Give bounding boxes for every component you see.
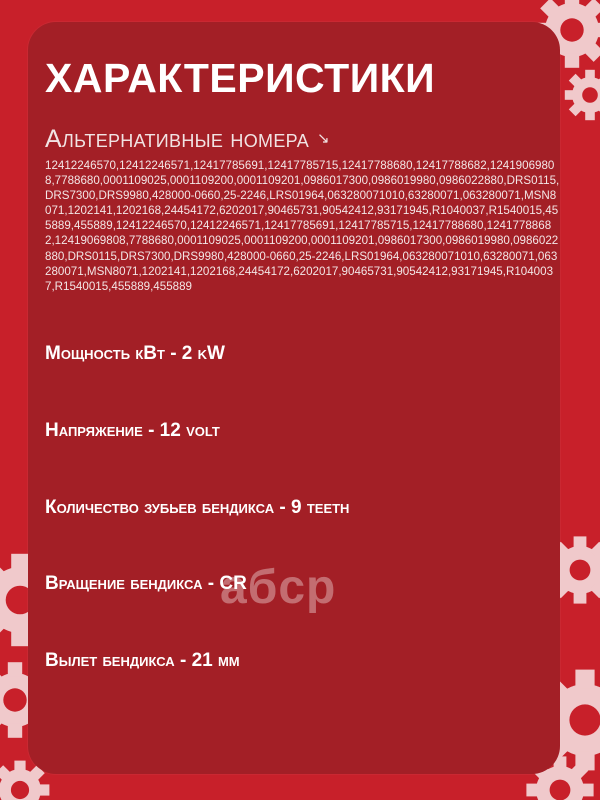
arrow-down-right-icon: ↘ [317, 130, 330, 147]
alt-numbers-heading [45, 125, 330, 154]
spec-voltage: Напряжение - 12 volt [45, 420, 220, 441]
alt-numbers-label: Альтернативные номера [45, 125, 310, 153]
alt-numbers-list: 12412246570,12412246571,12417785691,12417785715,12417788680,12417788682,12419069808,7788680,0001109025,0001109200,0001109201,0986017300,0986019980,0986022880,DRS0115,DRS7300,DRS9980,428000-0660,25-2246,LRS01964,063280071010,63280071,063280071,MSN8071,1202141,1202168,24454172,6202017,90465731,90542412,93171945,R1040037,R1540015,455889,455889,12412246570,12412246571,12417785691,12417785715,12417788680,12417788682,12419069808,7788680,0001109025,0001109200,0001109201,0986017300,0986019980,0986022880,DRS0115,DRS7300,DRS9980,428000-0660,25-2246,LRS01964,063280071010,63280071,063280071,MSN8071,1202141,1202168,24454172,6202017,90465731,90542412,93171945,R1040037,R1540015,455889,455889 [45, 159, 560, 293]
spec-overhang: Вылет бендикса - 21 мм [45, 650, 240, 671]
spec-rotation: Вращение бендикса - CR [45, 573, 247, 594]
gear-icon [565, 70, 600, 120]
watermark-logo: aбcp [220, 561, 337, 614]
page-title: ХАРАКТЕРИСТИКИ [45, 55, 436, 101]
spec-teeth: Количество зубьев бендикса - 9 teeth [45, 497, 350, 518]
spec-power: Мощность кВт - 2 kW [45, 343, 225, 364]
